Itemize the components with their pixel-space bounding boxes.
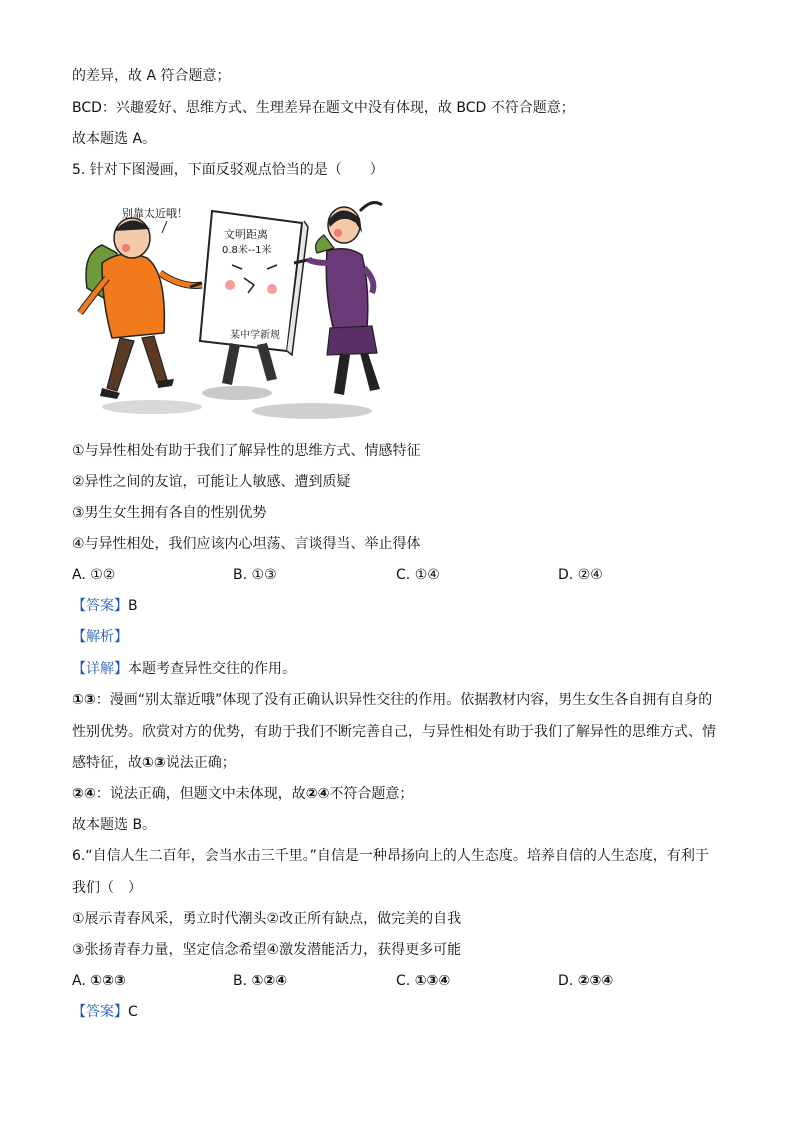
q6-option-c: C. ①③④ bbox=[396, 973, 451, 989]
q6-statements-1: ①展示青春风采，勇立时代潮头②改正所有缺点，做完美的自我 bbox=[72, 911, 462, 927]
text-line: BCD：兴趣爱好、思维方式、生理差异在题文中没有体现，故 BCD 不符合题意； bbox=[72, 100, 575, 116]
q5-option-d: D. ②④ bbox=[558, 567, 603, 583]
answer-tag: 【答案】 bbox=[72, 1004, 128, 1020]
q5-statement-4: ④与异性相处，我们应该内心坦荡、言谈得当、举止得体 bbox=[72, 536, 421, 552]
detail-tag: 【详解】 bbox=[72, 661, 128, 677]
text-line: 的差异，故 A 符合题意； bbox=[72, 68, 231, 84]
poster-figure bbox=[190, 211, 312, 385]
answer-value: B bbox=[128, 598, 138, 614]
q6-statements-2: ③张扬青春力量，坚定信念希望④激发潜能活力，获得更多可能 bbox=[72, 942, 462, 958]
q6-answer bbox=[72, 1002, 138, 1022]
cartoon-illustration bbox=[72, 193, 395, 428]
speech-text: 别靠太近哦！ bbox=[122, 207, 188, 220]
q5-detail-line-1: ①③：漫画“别太靠近哦”体现了没有正确认识异性交往的作用。依据教材内容，男生女生各自拥有自身的 bbox=[72, 692, 713, 708]
q5-detail-line-3: 感特征，故①③说法正确； bbox=[72, 755, 236, 771]
poster-title: 文明距离 bbox=[224, 228, 268, 241]
q5-conclusion: 故本题选 B。 bbox=[72, 817, 157, 833]
answer-value: C bbox=[128, 1004, 138, 1020]
question-5-stem: 5. 针对下图漫画，下面反驳观点恰当的是（ ） bbox=[72, 162, 384, 178]
boy-figure bbox=[80, 218, 202, 399]
q5-detail: 【详解】本题考查异性交往的作用。 bbox=[72, 661, 296, 677]
poster-distance: 0.8米--1米 bbox=[222, 245, 272, 256]
text-line: 故本题选 A。 bbox=[72, 131, 157, 147]
girl-figure bbox=[308, 203, 382, 395]
q5-analysis-tag: 【解析】 bbox=[72, 629, 128, 645]
q5-option-b: B. ①③ bbox=[233, 567, 277, 583]
q5-option-c: C. ①④ bbox=[396, 567, 440, 583]
q5-answer bbox=[72, 596, 138, 616]
poster-footer: 某中学新规 bbox=[230, 330, 280, 341]
question-6-stem-1: 6.“自信人生二百年，会当水击三千里。”自信是一种昂扬向上的人生态度。培养自信的人生态度，有利于 bbox=[72, 848, 709, 864]
q5-statement-3: ③男生女生拥有各自的性别优势 bbox=[72, 505, 267, 521]
q5-statement-2: ②异性之间的友谊，可能让人敏感、遭到质疑 bbox=[72, 474, 351, 490]
q5-statement-1: ①与异性相处有助于我们了解异性的思维方式、情感特征 bbox=[72, 443, 421, 459]
answer-tag: 【答案】 bbox=[72, 598, 128, 614]
q5-detail-line-4: ②④：说法正确，但题文中未体现，故②④不符合题意； bbox=[72, 786, 414, 802]
question-6-stem-2: 我们（ ） bbox=[72, 880, 142, 896]
q6-option-b: B. ①②④ bbox=[233, 973, 288, 989]
q5-option-a: A. ①② bbox=[72, 567, 116, 583]
q5-detail-line-2: 性别优势。欣赏对方的优势，有助于我们不断完善自己，与异性相处有助于我们了解异性的思维方式、情 bbox=[72, 724, 716, 740]
q6-option-a: A. ①②③ bbox=[72, 973, 126, 989]
q6-option-d: D. ②③④ bbox=[558, 973, 614, 989]
